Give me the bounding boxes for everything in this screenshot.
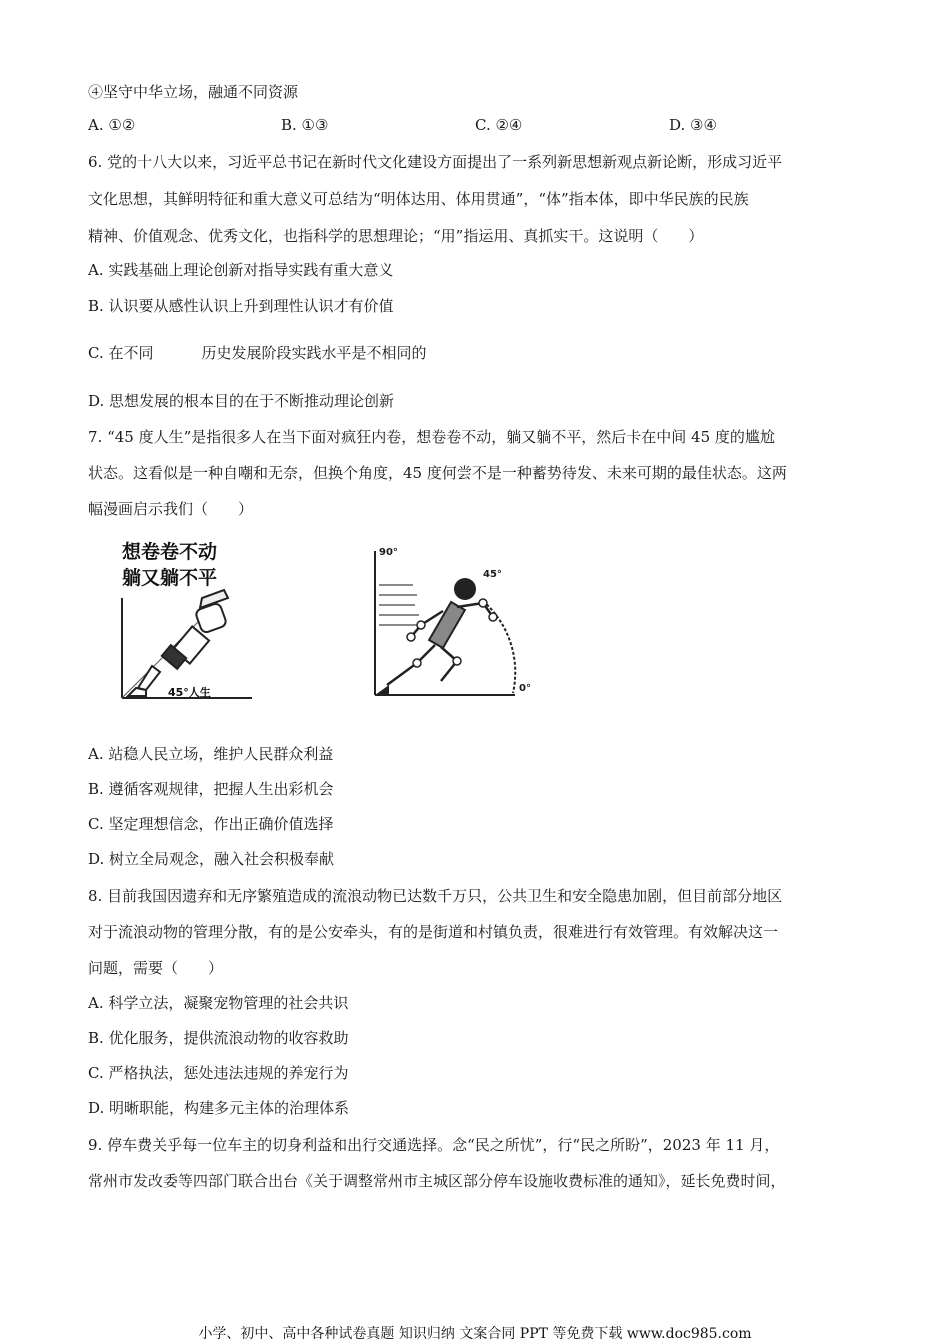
q6-option-d: D. 思想发展的根本目的在于不断推动理论创新 (88, 392, 395, 410)
q7-option-a: A. 站稳人民立场，维护人民群众利益 (88, 745, 334, 763)
q7-option-c: C. 坚定理想信念，作出正确价值选择 (88, 815, 334, 833)
comic-running-figure (365, 545, 545, 700)
option-a: A. ①② (88, 116, 136, 134)
comic-2-angle-90: 90° (379, 547, 398, 558)
q8-stem-line-1: 8. 目前我国因遗弃和无序繁殖造成的流浪动物已达数千万只，公共卫生和安全隐患加剧，但目前部分地区 (88, 887, 783, 905)
q9-stem-line-1: 9. 停车费关乎每一位车主的切身利益和出行交通选择。念“民之所忧”，行“民之所盼”，2023 年 11 月， (88, 1136, 780, 1154)
comic-2-illustration (365, 545, 545, 700)
q7-option-b: B. 遵循客观规律，把握人生出彩机会 (88, 780, 334, 798)
q8-stem-line-3: 问题，需要（ ） (88, 959, 224, 977)
q7-option-d: D. 树立全局观念，融入社会积极奉献 (88, 850, 335, 868)
comic-2-angle-0: 0° (519, 683, 531, 694)
q8-option-a: A. 科学立法，凝聚宠物管理的社会共识 (88, 994, 349, 1012)
comic-1-title-1: 想卷卷不动 (122, 541, 218, 563)
q6-option-b: B. 认识要从感性认识上升到理性认识才有价值 (88, 297, 394, 315)
q7-stem-line-3: 幅漫画启示我们（ ） (88, 500, 254, 518)
comic-1-label: 45°人生 (168, 686, 211, 699)
q9-stem-line-2: 常州市发改委等四部门联合出台《关于调整常州市主城区部分停车设施收费标准的通知》，延长免费时间， (88, 1172, 786, 1190)
q6-option-c-part1: C. 在不同 (88, 344, 154, 362)
q7-stem-line-1: 7. “45 度人生”是指很多人在当下面对疯狂内卷，想卷卷不动，躺又躺不平，然后卡在中间 45 度的尴尬 (88, 428, 775, 446)
q6-option-c (88, 343, 427, 363)
comic-1-title-2: 躺又躺不平 (122, 567, 218, 589)
comic-2-angle-45: 45° (483, 569, 502, 580)
q8-stem-line-2: 对于流浪动物的管理分散，有的是公安牵头，有的是街道和村镇负责，很难进行有效管理。有效解决这一 (88, 923, 779, 941)
q8-option-d: D. 明晰职能，构建多元主体的治理体系 (88, 1099, 350, 1117)
q6-stem-line-3: 精神、价值观念、优秀文化，也指科学的思想理论；“用”指运用、真抓实干。这说明（ ） (88, 227, 704, 245)
option-b: B. ①③ (281, 116, 329, 134)
q8-option-c: C. 严格执法，惩处违法违规的养宠行为 (88, 1064, 349, 1082)
page-footer: 小学、初中、高中各种试卷真题 知识归纳 文案合同 PPT 等免费下载 www.doc985.com (198, 1326, 752, 1342)
option-c: C. ②④ (475, 116, 523, 134)
q6-stem-line-1: 6. 党的十八大以来，习近平总书记在新时代文化建设方面提出了一系列新思想新观点新论断，形成习近平 (88, 153, 783, 171)
option-item-4: ④坚守中华立场，融通不同资源 (88, 83, 299, 101)
q6-stem-line-2: 文化思想，其鲜明特征和重大意义可总结为“明体达用、体用贯通”，“体”指本体，即中华民族的民族 (88, 190, 749, 208)
q7-stem-line-2: 状态。这看似是一种自嘲和无奈，但换个角度，45 度何尝不是一种蓄势待发、未来可期的最佳状态。这两 (88, 464, 787, 482)
q6-option-a: A. 实践基础上理论创新对指导实践有重大意义 (88, 261, 394, 279)
q6-option-c-part2: 历史发展阶段实践水平是不相同的 (201, 344, 427, 362)
option-d: D. ③④ (669, 116, 717, 134)
comic-lying-figure (112, 538, 262, 708)
q8-option-b: B. 优化服务，提供流浪动物的收容救助 (88, 1029, 349, 1047)
